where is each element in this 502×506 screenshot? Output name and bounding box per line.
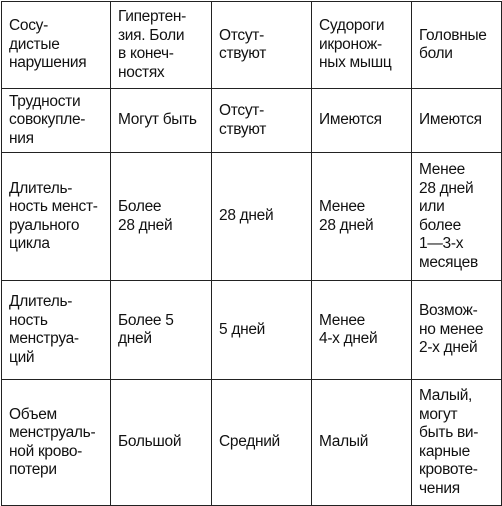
table-cell: Возмож- но менее 2-х дней xyxy=(412,281,502,380)
table-cell: Отсут- ствуют xyxy=(212,89,312,153)
table-cell: Сосу- дистые нарушения xyxy=(2,2,111,89)
table-cell: Менее 28 дней или более 1—3-х месяцев xyxy=(412,153,502,281)
table-cell: Более 28 дней xyxy=(111,153,212,281)
table-row xyxy=(2,2,502,89)
table-cell: Могут быть xyxy=(111,89,212,153)
table-cell: 28 дней xyxy=(212,153,312,281)
table-cell: Менее 28 дней xyxy=(312,153,412,281)
table-cell: Менее 4-х дней xyxy=(312,281,412,380)
table-cell: Длитель- ность менст- руального цикла xyxy=(2,153,111,281)
table-cell: Имеются xyxy=(412,89,502,153)
table-row xyxy=(2,380,502,506)
table-cell: Малый xyxy=(312,380,412,506)
table-cell: Малый, могут быть ви- карные кровоте- чения xyxy=(412,380,502,506)
table-row xyxy=(2,89,502,153)
table-cell: 5 дней xyxy=(212,281,312,380)
table-cell: Трудности совокупле- ния xyxy=(2,89,111,153)
table-cell: Объем менструаль- ной крово- потери xyxy=(2,380,111,506)
table-cell: Гипертен- зия. Боли в конеч- ностях xyxy=(111,2,212,89)
table-cell: Более 5 дней xyxy=(111,281,212,380)
table-cell: Средний xyxy=(212,380,312,506)
table-cell: Головные боли xyxy=(412,2,502,89)
table-cell: Отсут- ствуют xyxy=(212,2,312,89)
table-cell: Большой xyxy=(111,380,212,506)
table-cell: Имеются xyxy=(312,89,412,153)
table-cell: Длитель- ность менструа- ций xyxy=(2,281,111,380)
table-cell: Судороги икронож- ных мышц xyxy=(312,2,412,89)
table-row xyxy=(2,281,502,380)
table-row xyxy=(2,153,502,281)
data-table xyxy=(1,1,502,506)
